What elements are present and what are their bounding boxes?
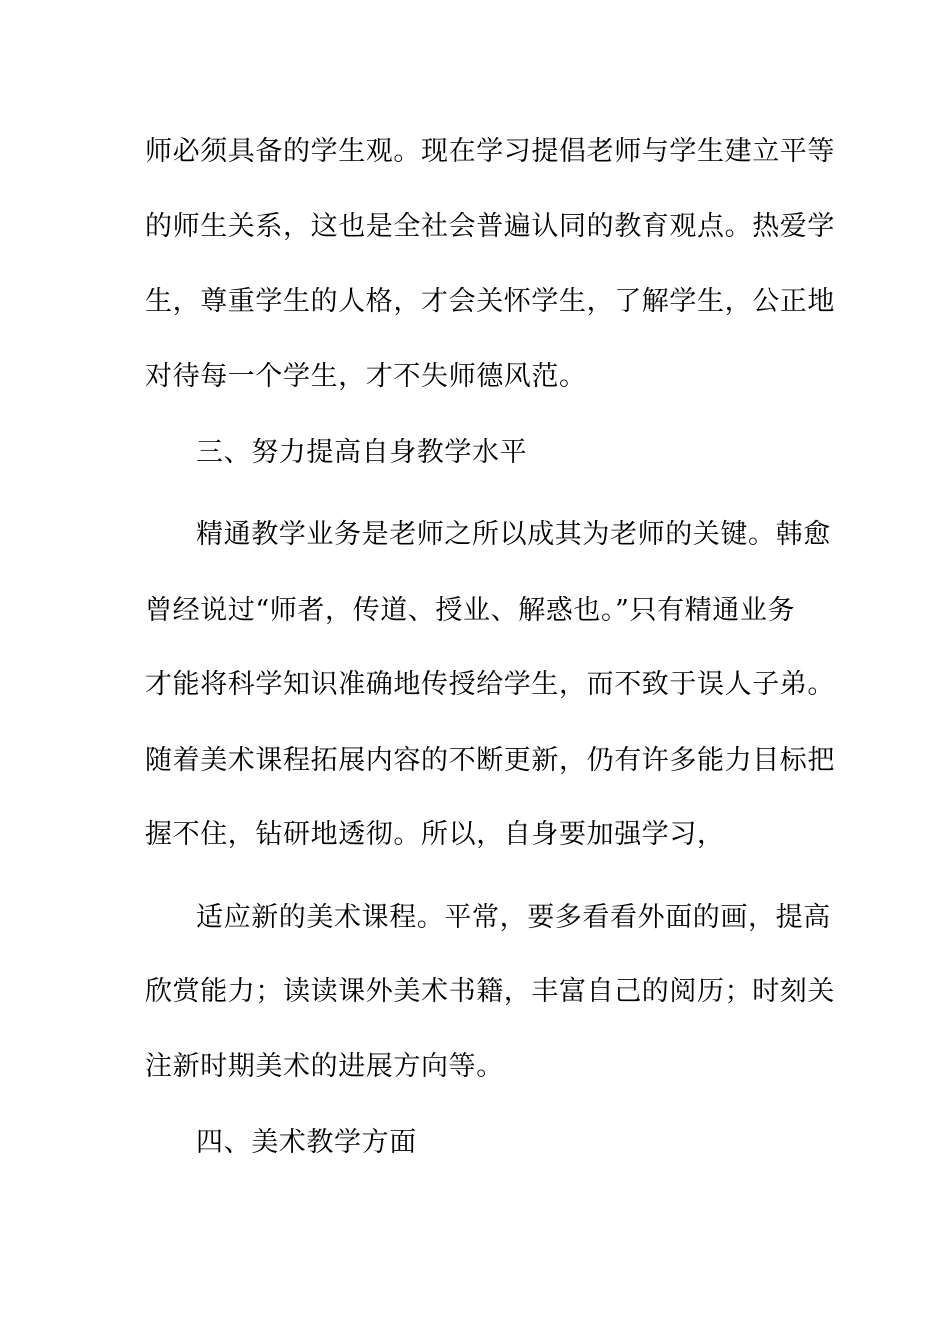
paragraph-line-12: 注新时期美术的进展方向等。: [145, 1051, 504, 1082]
paragraph-line-10: 适应新的美术课程。平常，要多看看外面的画，提高: [196, 902, 831, 933]
paragraph-line-8: 随着美术课程拓展内容的不断更新，仍有许多能力目标把: [145, 745, 835, 776]
section-heading-4: 四、美术教学方面: [196, 1127, 417, 1158]
paragraph-line-2: 的师生关系，这也是全社会普遍认同的教育观点。热爱学: [145, 211, 835, 242]
paragraph-line-1: 师必须具备的学生观。现在学习提倡老师与学生建立平等: [145, 136, 835, 167]
paragraph-line-4: 对待每一个学生，才不失师德风范。: [145, 361, 587, 392]
paragraph-line-6: 曾经说过“师者，传道、授业、解惑也。”只有精通业务: [145, 595, 796, 626]
paragraph-line-11: 欣赏能力；读读课外美术书籍，丰富自己的阅历；时刻关: [145, 976, 835, 1007]
paragraph-line-7: 才能将科学知识准确地传授给学生，而不致于误人子弟。: [145, 669, 835, 700]
paragraph-line-3: 生，尊重学生的人格，才会关怀学生，了解学生，公正地: [145, 286, 835, 317]
paragraph-line-5: 精通教学业务是老师之所以成其为老师的关键。韩愈: [196, 519, 831, 550]
paragraph-line-9: 握不住，钻研地透彻。所以，自身要加强学习，: [145, 819, 725, 850]
section-heading-3: 三、努力提高自身教学水平: [196, 437, 528, 468]
